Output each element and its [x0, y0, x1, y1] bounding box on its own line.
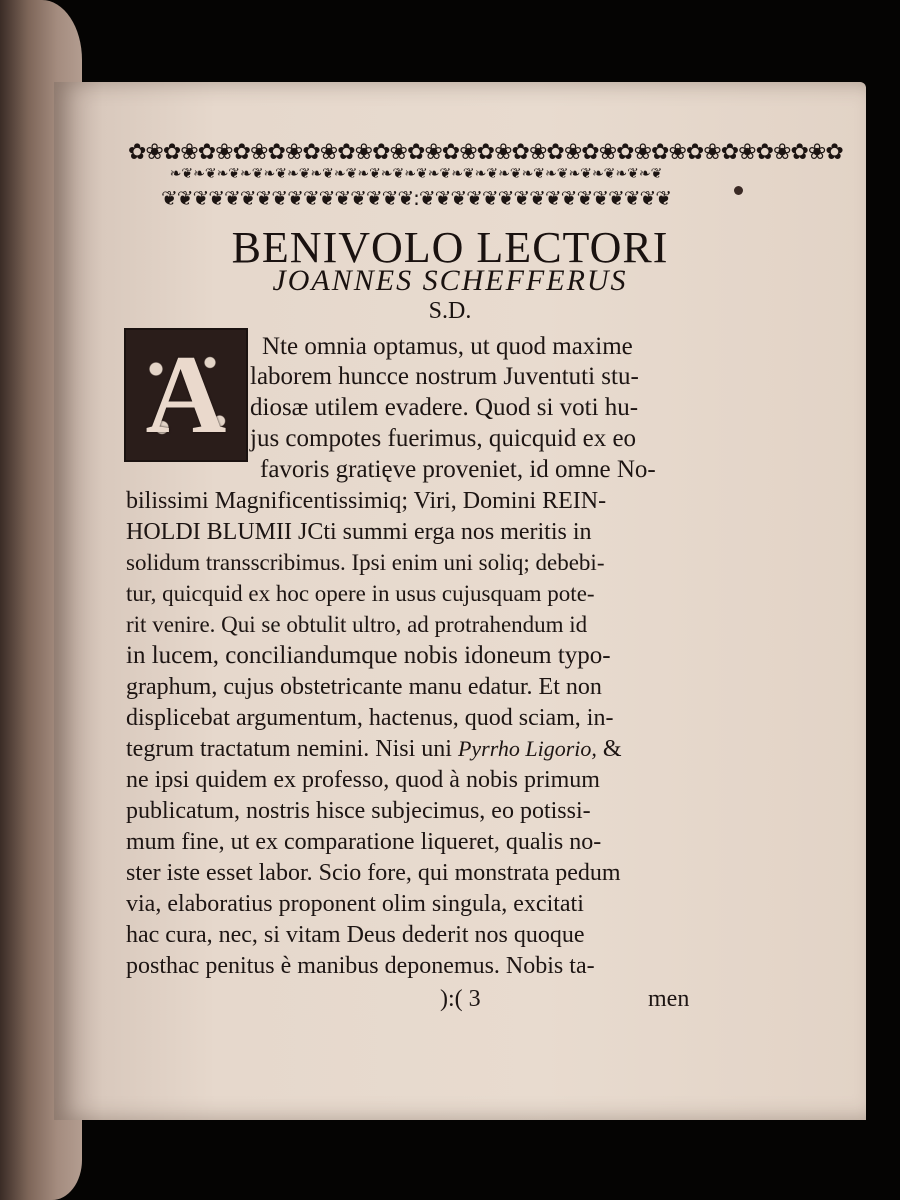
body-line-19: via, elaboratius proponent olim singula, excitati — [126, 891, 584, 917]
body-line-8: solidum transscribimus. Ipsi enim uni soliq; debebi- — [126, 550, 605, 575]
decorated-initial — [124, 328, 248, 462]
body-line-15: ne ipsi quidem ex professo, quod à nobis primum — [126, 767, 600, 793]
body-line-7: HOLDI BLUMII JCti summi erga nos meritis in — [126, 519, 592, 545]
author-name: JOANNES SCHEFFERUS — [272, 264, 628, 297]
body-line-14 — [126, 734, 622, 764]
body-line-6: bilissimi Magnificentissimiq; Viri, Domini REIN- — [126, 488, 607, 514]
body-line-5: favoris gratięve proveniet, id omne No- — [260, 456, 656, 483]
body-line-21: posthac penitus è manibus deponemus. Nobis ta- — [126, 953, 595, 979]
body-line-4: jus compotes fuerimus, quicquid ex eo — [250, 425, 637, 452]
body-line-12: graphum, cujus obstetricante manu edatur. Et non — [126, 674, 602, 700]
headpiece-ornament-row-1: ✿❀✿❀✿❀✿❀✿❀✿❀✿❀✿❀✿❀✿❀✿❀✿❀✿❀✿❀✿❀✿❀✿❀✿❀✿❀✿❀✿ — [128, 140, 843, 165]
body-line-11: in lucem, conciliandumque nobis idoneum typo- — [126, 642, 611, 669]
body-line-13: displicebat argumentum, hactenus, quod sciam, in- — [126, 705, 614, 731]
body-line-17: mum fine, ut ex comparatione liqueret, qualis no- — [126, 829, 602, 855]
paper-speck — [734, 186, 743, 195]
ampersand: & — [602, 736, 622, 762]
body-line-18: ster iste esset labor. Scio fore, qui monstrata pedum — [126, 860, 621, 886]
body-line-2: laborem huncce nostrum Juventuti stu- — [250, 363, 639, 390]
body-line-1: Nte omnia optamus, ut quod maxime — [262, 333, 633, 360]
catchword: men — [648, 986, 690, 1012]
headpiece-ornament-row-2: ❧❦❧❦❧❦❧❦❧❦❧❦❧❦❧❦❧❦❧❦❧❦❧❦❧❦❧❦❧❦❧❦❧❦❧❦❧❦❧❦❧❦ — [169, 166, 663, 182]
headpiece-ornament-row-3: ❦❦❦❦❦❦❦❦❦❦❦❦❦❦❦❦:❦❦❦❦❦❦❦❦❦❦❦❦❦❦❦❦ — [161, 186, 671, 210]
initial-letter: A — [145, 332, 227, 457]
salutation: S.D. — [428, 298, 472, 324]
body-line-20: hac cura, nec, si vitam Deus dederit nos quoque — [126, 922, 585, 948]
body-line-9: tur, quicquid ex hoc opere in usus cujusquam pote- — [126, 581, 595, 606]
signature-mark: ):( 3 — [440, 986, 481, 1012]
body-line-16: publicatum, nostris hisce subjecimus, eo potissi- — [126, 798, 591, 824]
page-title: BENIVOLO LECTORI — [231, 223, 669, 272]
italic-name-pyrrho-ligorio: Pyrrho Ligorio, — [457, 736, 597, 761]
body-line-3: diosæ utilem evadere. Quod si voti hu- — [250, 394, 639, 421]
body-line-10: rit venire. Qui se obtulit ultro, ad protrahendum id — [126, 612, 588, 637]
body-line-14-text: tegrum tractatum nemini. Nisi uni — [126, 736, 458, 762]
